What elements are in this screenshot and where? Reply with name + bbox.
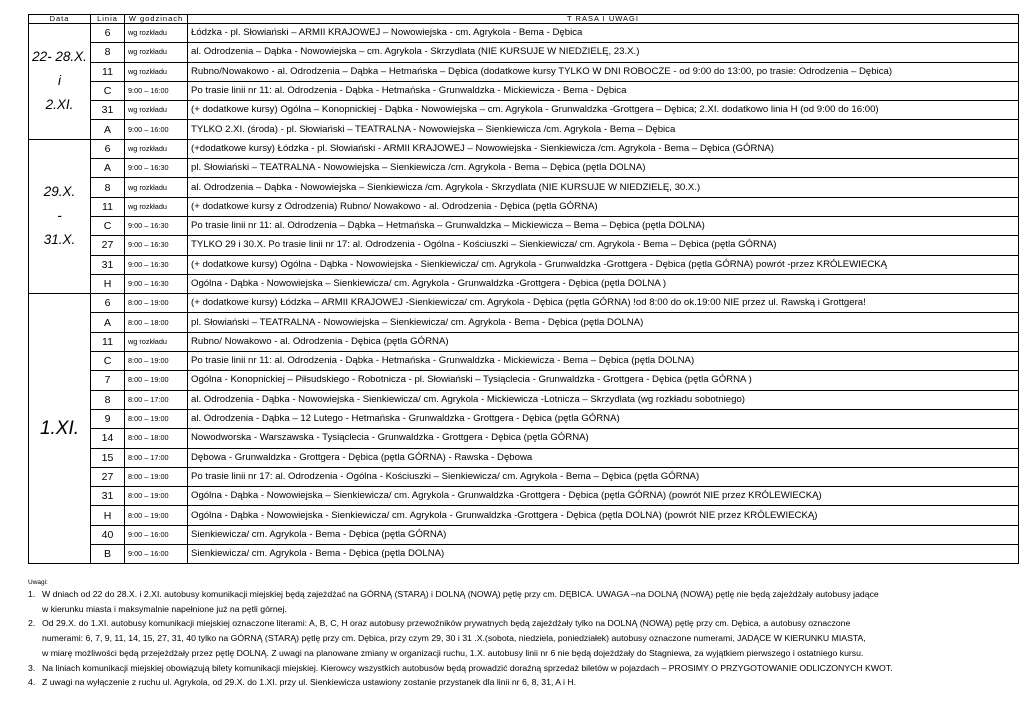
time-cell: 8:00 – 18:00 — [125, 313, 188, 332]
route-cell: Ogólna - Dąbka - Nowowiejska – Sienkiewicza/ cm. Agrykola - Grunwaldzka -Grottgera - Dębica (pętla GÓRNA) (powrót NIE przez KRÓLEWIECKĄ) — [188, 487, 1019, 506]
line-cell: 27 — [91, 236, 125, 255]
table-row — [29, 448, 1019, 467]
table-row — [29, 24, 1019, 43]
time-cell: 9:00 – 16:30 — [125, 236, 188, 255]
line-cell: 14 — [91, 429, 125, 448]
line-cell: 9 — [91, 409, 125, 428]
line-cell: C — [91, 216, 125, 235]
schedule-table — [28, 14, 1019, 564]
note-item — [28, 587, 1018, 616]
table-row — [29, 236, 1019, 255]
table-row — [29, 62, 1019, 81]
header-time: W godzinach — [125, 15, 188, 24]
date-label: 31.X. — [43, 232, 76, 248]
note-item — [28, 616, 1018, 660]
route-cell: Łódzka - pl. Słowiański – ARMII KRAJOWEJ – Nowowiejska - cm. Agrykola - Bema - Dębica — [188, 24, 1019, 43]
route-cell: al. Odrodzenia - Dąbka - Nowowiejska - Sienkiewicza/ cm. Agrykola - Mickiewicza -Lotnicza – Skrzydlata (wg rozkładu sobotniego) — [188, 390, 1019, 409]
line-cell: 27 — [91, 467, 125, 486]
time-cell: 9:00 – 16:00 — [125, 525, 188, 544]
route-cell: (+ dodatkowe kursy) Ogólna – Konopnickiej - Dąbka - Nowowiejska – cm. Agrykola - Grunwaldzka -Grottgera – Dębica; 2.XI. dodatkowo linia H (od 9:00 do 16:00) — [188, 101, 1019, 120]
route-cell: Ogólna - Konopnickiej – Piłsudskiego - Robotnicza - pl. Słowiański – Tysiąclecia - Grunwaldzka - Grottgera - Dębica (pętla GÓRNA ) — [188, 371, 1019, 390]
line-cell: 8 — [91, 390, 125, 409]
route-cell: Po trasie linii nr 11: al. Odrodzenia - Dąbka - Hetmańska - Grunwaldzka - Mickiewicza - Bema – Dębica (pętla DOLNA) — [188, 352, 1019, 371]
table-row — [29, 467, 1019, 486]
table-row — [29, 120, 1019, 139]
table-row — [29, 390, 1019, 409]
table-row — [29, 255, 1019, 274]
date-cell — [29, 139, 91, 293]
route-cell: Dębowa - Grunwaldzka - Grottgera - Dębica (pętla GÓRNA) - Rawska - Dębowa — [188, 448, 1019, 467]
time-cell: wg rozkładu — [125, 43, 188, 62]
route-cell: (+ dodatkowe kursy) Łódzka – ARMII KRAJOWEJ -Sienkiewicza/ cm. Agrykola - Dębica (pętla GÓRNA) !od 8:00 do ok.19:00 NIE przez ul. Rawską i Grottgera! — [188, 294, 1019, 313]
date-label: 2.XI. — [45, 97, 74, 113]
table-row — [29, 43, 1019, 62]
time-cell: 8:00 – 19:00 — [125, 467, 188, 486]
time-cell: 8:00 – 17:00 — [125, 448, 188, 467]
time-cell: 9:00 – 16:30 — [125, 216, 188, 235]
route-cell: Ogólna - Dąbka - Nowowiejska – Sienkiewicza/ cm. Agrykola - Grunwaldzka -Grottgera - Dębica (pętla DOLNA ) — [188, 274, 1019, 293]
route-cell: TYLKO 29 i 30.X. Po trasie linii nr 17: al. Odrodzenia - Ogólna - Kościuszki – Sienkiewicza/ cm. Agrykola - Bema – Dębica (pętla GÓRNA) — [188, 236, 1019, 255]
table-row — [29, 409, 1019, 428]
table-row — [29, 216, 1019, 235]
note-item — [28, 675, 1018, 690]
route-cell: Ogólna - Dąbka - Nowowiejska - Sienkiewicza/ cm. Agrykola - Grunwaldzka -Grottgera - Dębica (pętla DOLNA) (powrót NIE przez KRÓLEWIECKĄ) — [188, 506, 1019, 525]
route-cell: Nowodworska - Warszawska - Tysiąclecia - Grunwaldzka - Grottgera - Dębica (pętla GÓRNA) — [188, 429, 1019, 448]
note-number: 1. — [28, 589, 36, 599]
time-cell: wg rozkładu — [125, 197, 188, 216]
date-cell — [29, 294, 91, 564]
route-cell: al. Odrodzenia – Dąbka - Nowowiejska – Sienkiewicza /cm. Agrykola - Skrzydlata (NIE KURSUJE W NIEDZIELĘ, 30.X.) — [188, 178, 1019, 197]
note-line: numerami: 6, 7, 9, 11, 14, 15, 27, 31, 40 tylko na GÓRNĄ (STARĄ) pętlę przy cm. Dębica, przy czym 29, 30 i 31 .X.(sobota, niedziela, poniedziałek) autobusy oznaczone numerami, JADĄCE W KIERUNKU MIASTA, — [42, 633, 866, 644]
date-label: 22- 28.X. — [32, 49, 87, 65]
note-line: w kierunku miasta i maksymalnie napełnione już na pętli górnej. — [42, 603, 287, 614]
route-cell: Po trasie linii nr 17: al. Odrodzenia - Ogólna - Kościuszki – Sienkiewicza/ cm. Agrykola - Bema – Dębica (pętla GÓRNA) — [188, 467, 1019, 486]
time-cell: 9:00 – 16:30 — [125, 274, 188, 293]
table-row — [29, 274, 1019, 293]
table-row — [29, 159, 1019, 178]
note-line: W dniach od 22 do 28.X. i 2.XI. autobusy komunikacji miejskiej będą zajeżdżać na GÓRNĄ (STARĄ) i DOLNĄ (NOWĄ) pętlę przy cm. DĘBICA. UWAGA –na DOLNĄ (NOWĄ) pętlę nie będą zajeżdżały autobusy jadące — [42, 589, 879, 599]
table-row — [29, 352, 1019, 371]
time-cell: 9:00 – 16:00 — [125, 545, 188, 564]
note-number: 4. — [28, 677, 36, 688]
table-row — [29, 178, 1019, 197]
time-cell: wg rozkładu — [125, 178, 188, 197]
line-cell: 6 — [91, 24, 125, 43]
line-cell: 31 — [91, 255, 125, 274]
route-cell: TYLKO 2.XI. (środa) - pl. Słowiański – TEATRALNA - Nowowiejska – Sienkiewicza /cm. Agrykola - Bema – Dębica — [188, 120, 1019, 139]
schedule-body — [29, 24, 1019, 564]
schedule-wrapper — [28, 14, 1018, 564]
route-cell: (+dodatkowe kursy) Łódzka - pl. Słowiański - ARMII KRAJOWEJ – Nowowiejska - Sienkiewicza /cm. Agrykola - Bema – Dębica (GÓRNA) — [188, 139, 1019, 158]
table-row — [29, 525, 1019, 544]
line-cell: 40 — [91, 525, 125, 544]
note-line: Od 29.X. do 1.XI. autobusy komunikacji miejskiej oznaczone literami: A, B, C, H oraz autobusy przewoźników prywatnych będą zajeżdżały tylko na DOLNĄ (NOWĄ) pętlę przy cm. Dębica, a autobusy oznaczone — [42, 618, 851, 629]
time-cell: 9:00 – 16:00 — [125, 120, 188, 139]
line-cell: 11 — [91, 62, 125, 81]
date-label: 29.X. — [43, 184, 76, 200]
route-cell: Po trasie linii nr 11: al. Odrodzenia – Dąbka – Hetmańska – Grunwaldzka – Mickiewicza – Bema – Dębica (pętla DOLNA) — [188, 216, 1019, 235]
route-cell: (+ dodatkowe kursy z Odrodzenia) Rubno/ Nowakowo - al. Odrodzenia - Dębica (pętla GÓRNA) — [188, 197, 1019, 216]
header-line: Linia — [91, 15, 125, 24]
time-cell: 8:00 – 19:00 — [125, 409, 188, 428]
route-cell: Sienkiewicza/ cm. Agrykola - Bema - Dębica (pętla GÓRNA) — [188, 525, 1019, 544]
time-cell: 9:00 – 16:30 — [125, 159, 188, 178]
table-row — [29, 313, 1019, 332]
date-label: i — [58, 73, 61, 89]
line-cell: H — [91, 274, 125, 293]
time-cell: 8:00 – 19:00 — [125, 506, 188, 525]
table-row — [29, 139, 1019, 158]
note-line: w miarę możliwości będą przejeżdżały przez pętlę DOLNĄ. Z uwagi na planowane zmiany w organizacji ruchu, 1.X. autobusy linii nr 6 nie będą dojeżdżały do Stagniewa, za wyjątkiem pierwszego i ostatniego kursu. — [42, 647, 864, 658]
time-cell: 9:00 – 16:00 — [125, 81, 188, 100]
line-cell: 15 — [91, 448, 125, 467]
table-row — [29, 429, 1019, 448]
table-row — [29, 487, 1019, 506]
route-cell: pl. Słowiański – TEATRALNA - Nowowiejska – Sienkiewicza/ cm. Agrykola - Bema - Dębica (pętla DOLNA) — [188, 313, 1019, 332]
line-cell: 6 — [91, 294, 125, 313]
table-row — [29, 506, 1019, 525]
time-cell: wg rozkładu — [125, 332, 188, 351]
note-number: 2. — [28, 618, 36, 629]
route-cell: Sienkiewicza/ cm. Agrykola - Bema - Dębica (pętla DOLNA) — [188, 545, 1019, 564]
note-number: 3. — [28, 662, 36, 673]
time-cell: 8:00 – 19:00 — [125, 487, 188, 506]
route-cell: Rubno/ Nowakowo - al. Odrodzenia - Dębica (pętla GÓRNA) — [188, 332, 1019, 351]
line-cell: C — [91, 352, 125, 371]
notes-heading: Uwagi: — [28, 579, 48, 586]
line-cell: 6 — [91, 139, 125, 158]
header-row — [29, 15, 1019, 24]
line-cell: A — [91, 159, 125, 178]
time-cell: 8:00 – 19:00 — [125, 352, 188, 371]
line-cell: 8 — [91, 43, 125, 62]
date-cell — [29, 24, 91, 140]
route-cell: Po trasie linii nr 11: al. Odrodzenia - Dąbka - Hetmańska - Grunwaldzka - Mickiewicza - Bema - Dębica — [188, 81, 1019, 100]
time-cell: 8:00 – 17:00 — [125, 390, 188, 409]
date-label: - — [57, 208, 62, 224]
notes-list — [28, 587, 1018, 690]
line-cell: 11 — [91, 332, 125, 351]
table-row — [29, 332, 1019, 351]
time-cell: wg rozkładu — [125, 62, 188, 81]
line-cell: B — [91, 545, 125, 564]
line-cell: C — [91, 81, 125, 100]
table-row — [29, 81, 1019, 100]
line-cell: 11 — [91, 197, 125, 216]
time-cell: wg rozkładu — [125, 24, 188, 43]
table-row — [29, 197, 1019, 216]
time-cell: 8:00 – 18:00 — [125, 429, 188, 448]
time-cell: 8:00 – 19:00 — [125, 294, 188, 313]
line-cell: A — [91, 120, 125, 139]
route-cell: pl. Słowiański – TEATRALNA - Nowowiejska – Sienkiewicza /cm. Agrykola - Bema – Dębica (pętla DOLNA) — [188, 159, 1019, 178]
route-cell: al. Odrodzenia - Dąbka – 12 Lutego - Hetmańska - Grunwaldzka - Grottgera - Dębica (pętla GÓRNA) — [188, 409, 1019, 428]
note-item — [28, 661, 1018, 676]
line-cell: 31 — [91, 487, 125, 506]
header-route: T RASA I UWAGI — [188, 15, 1019, 24]
line-cell: 8 — [91, 178, 125, 197]
line-cell: 7 — [91, 371, 125, 390]
line-cell: 31 — [91, 101, 125, 120]
note-line: Na liniach komunikacji miejskiej obowiązują bilety komunikacji miejskiej. Kierowcy wszystkich autobusów będą prowadzić doraźną sprzedaż biletów w pojazdach – PROSIMY O PRZYGOTOWANIE ODLICZONYCH KWOT. — [42, 662, 893, 673]
time-cell: wg rozkładu — [125, 139, 188, 158]
date-label: 1.XI. — [39, 417, 80, 439]
table-row — [29, 371, 1019, 390]
line-cell: A — [91, 313, 125, 332]
notes-section — [28, 578, 1018, 690]
route-cell: Rubno/Nowakowo - al. Odrodzenia – Dąbka – Hetmańska – Dębica (dodatkowe kursy TYLKO W DNI ROBOCZE - od 9:00 do 13:00, po trasie: Odrodzenia – Dębica) — [188, 62, 1019, 81]
time-cell: wg rozkładu — [125, 101, 188, 120]
table-row — [29, 101, 1019, 120]
table-row — [29, 294, 1019, 313]
note-line: Z uwagi na wyłączenie z ruchu ul. Agrykola, od 29.X. do 1.XI. przy ul. Sienkiewicza ustawiony zostanie przystanek dla linii nr 6, 8, 31, A i H. — [42, 677, 577, 688]
time-cell: 9:00 – 16:30 — [125, 255, 188, 274]
line-cell: H — [91, 506, 125, 525]
route-cell: (+ dodatkowe kursy) Ogólna - Dąbka - Nowowiejska - Sienkiewicza/ cm. Agrykola - Grunwaldzka -Grottgera - Dębica (pętla GÓRNA) powrót -przez KRÓLEWIECKĄ — [188, 255, 1019, 274]
time-cell: 8:00 – 19:00 — [125, 371, 188, 390]
table-row — [29, 545, 1019, 564]
route-cell: al. Odrodzenia – Dąbka - Nowowiejska – cm. Agrykola - Skrzydlata (NIE KURSUJE W NIEDZIELĘ, 23.X.) — [188, 43, 1019, 62]
header-date: Data — [29, 15, 91, 24]
